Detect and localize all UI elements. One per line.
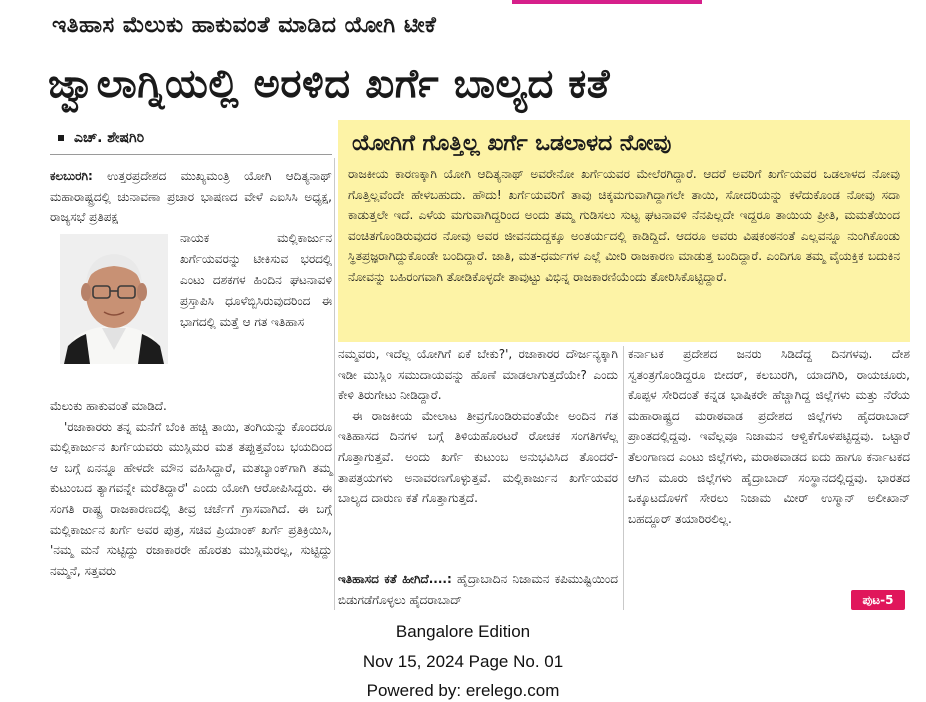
- byline-divider: [50, 154, 332, 155]
- text-beside-photo: ನಾಯಕ ಮಲ್ಲಿಕಾರ್ಜುನ ಖರ್ಗೆಯವರನ್ನು ಟೀಕಿಸುವ ಭರದಲ್ಲಿ ಎಂಟು ದಶಕಗಳ ಹಿಂದಿನ ಘಟನಾವಳಿ ಪ್ರಸ್ತಾಪಿಸಿ ಧೂಳೆಬ್ಬಿಸಿರುವುದರಿಂದ ಈ ಭಾಗದಲ್ಲಿ ಮತ್ತೆ ಆ ಗತ ಇತಿಹಾಸ: [180, 231, 332, 329]
- paragraph: ನಮ್ಮವರು, ಇದೆಲ್ಲ ಯೋಗಿಗೆ ಏಕೆ ಬೇಕು?', ರಜಾಕಾರರ ದೌರ್ಜನ್ಯಕ್ಕಾಗಿ ಇಡೀ ಮುಸ್ಲಿಂ ಸಮುದಾಯವನ್ನು ಹೊಣೆ ಮಾಡಲಾಗುತ್ತದೆಯೇ? ಎಂದು ಕೇಳಿ ತಿರುಗೇಟು ನೀಡಿದ್ದಾರೆ.: [338, 347, 618, 403]
- sidebar-title: ಯೋಗಿಗೆ ಗೊತ್ತಿಲ್ಲ ಖರ್ಗೆ ಒಡಲಾಳದ ನೋವು: [352, 131, 672, 156]
- paragraph: ಮೆಲುಕು ಹಾಕುವಂತೆ ಮಾಡಿದೆ.: [50, 399, 167, 413]
- paragraph: 'ರಜಾಕಾರರು ತನ್ನ ಮನೆಗೆ ಬೆಂಕಿ ಹಚ್ಚಿ ತಾಯಿ, ತಂಗಿಯನ್ನು ಕೊಂದರೂ ಮಲ್ಲಿಕಾರ್ಜುನ ಖರ್ಗೆಯವರು ಮುಸ್ಲಿಮರ ಮತ ತಪ್ಪುತ್ತವೆಂಬ ಭಯದಿಂದ ಆ ಬಗ್ಗೆ ಏನನ್ನೂ ಹೇಳದೇ ಮೌನ ವಹಿಸಿದ್ದಾರೆ, ಮತಬ್ಯಾಂಕ್‌ಗಾಗಿ ತಮ್ಮ ಕುಟುಂಬದ ತ್ಯಾಗವನ್ನೇ ಮರೆತಿದ್ದಾರೆ' ಎಂದು ಯೋಗಿ ಆರೋಪಿಸಿದ್ದರು. ಈ ಸಂಗತಿ ರಾಷ್ಟ್ರ ರಾಜಕಾರಣದಲ್ಲಿ ತೀವ್ರ ಚರ್ಚೆಗೆ ಗ್ರಾಸವಾಗಿದೆ. ಈ ಬಗ್ಗೆ ಮಲ್ಲಿಕಾರ್ಜುನ ಖರ್ಗೆ ಅವರ ಪುತ್ರ, ಸಚಿವ ಪ್ರಿಯಾಂಕ್ ಖರ್ಗೆ ಪ್ರತಿಕ್ರಿಯಿಸಿ, 'ನಮ್ಮ ಮನೆ ಸುಟ್ಟಿದ್ದು ರಜಾಕಾರರೇ ಹೊರತು ಮುಸ್ಲಿಮರಲ್ಲ, ಸುಟ್ಟಿದ್ದು ನಮ್ಮನೆ, ಸತ್ತವರು: [50, 419, 332, 578]
- column-divider: [334, 158, 335, 610]
- article-column-2: [338, 344, 618, 509]
- portrait-illustration: [60, 234, 168, 364]
- footer-edition: Bangalore Edition: [395, 622, 531, 641]
- column-divider: [623, 346, 624, 610]
- history-subsection: [338, 569, 618, 610]
- top-accent-bar: [512, 0, 702, 4]
- kharge-photo: [60, 234, 168, 364]
- sidebar-box: [338, 120, 910, 342]
- subhead-text: ಹೈದ್ರಾಬಾದಿನ ನಿಜಾಮನ ಕಪಿಮುಷ್ಟಿಯಿಂದ ಬಿಡುಗಡೆಗೊಳ್ಳಲು ಹೈದರಾಬಾದ್: [338, 572, 618, 607]
- byline-square-icon: [58, 135, 64, 141]
- byline-author: ಎಚ್. ಶೇಷಗಿರಿ: [74, 130, 145, 146]
- lead-text: ಉತ್ತರಪ್ರದೇಶದ ಮುಖ್ಯಮಂತ್ರಿ ಯೋಗಿ ಆದಿತ್ಯನಾಥ್ ಮಹಾರಾಷ್ಟ್ರದಲ್ಲಿ ಚುನಾವಣಾ ಪ್ರಚಾರ ಭಾಷಣದ ವೇಳೆ ಎಐಸಿಸಿ ಅಧ್ಯಕ್ಷ, ರಾಜ್ಯಸಭೆ ಪ್ರತಿಪಕ್ಷ: [50, 169, 332, 225]
- article-lead: [50, 166, 332, 228]
- paragraph: ಕರ್ನಾಟಕ ಪ್ರದೇಶದ ಜನರು ಸಿಡಿದೆದ್ದ ದಿನಗಳವು. ದೇಶ ಸ್ವತಂತ್ರಗೊಂಡಿದ್ದರೂ ಬೀದರ್, ಕಲಬುರಗಿ, ಯಾದಗಿರಿ, ರಾಯಚೂರು, ಕೊಪ್ಪಳ ಸೇರಿದಂತೆ ಕನ್ನಡ ಭಾಷಿಕರೇ ಹೆಚ್ಚಾಗಿದ್ದ ಜಿಲ್ಲೆಗಳು ಮತ್ತು ನೆರೆಯ ಮಹಾರಾಷ್ಟ್ರದ ಮರಾಠವಾಡ ಪ್ರದೇಶದ ಜಿಲ್ಲೆಗಳು ಹೈದರಾಬಾದ್ ಪ್ರಾಂತದಲ್ಲಿದ್ದವು. ಇವೆಲ್ಲವೂ ನಿಜಾಮನ ಆಳ್ವಿಕೆಗೊಳಪಟ್ಟಿದ್ದವು. ಒಟ್ಟಾರೆ ತೆಲಂಗಾಣದ ಎಂಟು ಜಿಲ್ಲೆಗಳು, ಮರಾಠವಾಡದ ಐದು ಹಾಗೂ ಕರ್ನಾಟಕದ ಆಗಿನ ಮೂರು ಜಿಲ್ಲೆಗಳು ಹೈದ್ರಾಬಾದ್ ಸಂಸ್ಥಾನದಲ್ಲಿದ್ದವು. ಭಾರತದ ಒಕ್ಕೂಟದೊಳಗೆ ಸೇರಲು ನಿಜಾಮ ಮೀರ್ ಉಸ್ಮಾನ್ ಅಲೀಖಾನ್ ಬಹದ್ದೂರ್ ತಯಾರಿರಲಿಲ್ಲ.: [628, 347, 910, 526]
- paragraph: ಈ ರಾಜಕೀಯ ಮೇಲಾಟ ತೀವ್ರಗೊಂಡಿರುವಂತೆಯೇ ಅಂದಿನ ಗತ ಇತಿಹಾಸದ ದಿನಗಳ ಬಗ್ಗೆ ತಿಳಿಯಹೊರಟರೆ ರೋಚಕ ಸಂಗತಿಗಳೆಲ್ಲ ಗೊತ್ತಾಗುತ್ತವೆ. ಅಂದು ಖರ್ಗೆ ಕುಟುಂಬ ಅನುಭವಿಸಿದ ತೊಂದರೆ-ತಾಪತ್ರಯಗಳು ಅನಾವರಣಗೊಳ್ಳುತ್ತವೆ. ಮಲ್ಲಿಕಾರ್ಜುನ ಖರ್ಗೆಯವರ ಬಾಲ್ಯದ ದಾರುಣ ಕತೆ ಗೊತ್ತಾಗುತ್ತದೆ.: [338, 408, 618, 506]
- continued-page-tag: ಪುಟ-5: [851, 590, 905, 610]
- kicker-headline: ಇತಿಹಾಸ ಮೆಲುಕು ಹಾಕುವಂತೆ ಮಾಡಿದ ಯೋಗಿ ಟೀಕೆ: [52, 13, 437, 38]
- sidebar-body: ರಾಜಕೀಯ ಕಾರಣಕ್ಕಾಗಿ ಯೋಗಿ ಆದಿತ್ಯನಾಥ್ ಅವರೇನೋ ಖರ್ಗೆಯವರ ಮೇಲೆರಗಿದ್ದಾರೆ. ಆದರೆ ಅವರಿಗೆ ಖರ್ಗೆಯವರ ಒಡಲಾಳದ ನೋವು ಗೊತ್ತಿಲ್ಲವೆಂದೇ ಹೇಳಬಹುದು. ಹೌದು! ಖರ್ಗೆಯವರಿಗೆ ತಾವು ಚಿಕ್ಕಮಗುವಾಗಿದ್ದಾಗಲೇ ತಾಯಿ, ಸೋದರಿಯನ್ನು ಕಳೆದುಕೊಂಡ ನೋವು ಸದಾ ಕಾಡುತ್ತಲೇ ಇದೆ. ಎಳೆಯ ಮಗುವಾಗಿದ್ದರಿಂದ ಅಂದು ತಮ್ಮ ಗುಡಿಸಲು ಸುಟ್ಟ ಘಟನಾವಳಿ ನೆನಪಿಲ್ಲದೇ ಇದ್ದರೂ ತಾಯಿಯ ಪ್ರೀತಿ, ಮಮತೆಯಿಂದ ವಂಚಿತಗೊಂಡಿರುವುದರ ನೋವು ಅವರ ಜೀವನದುದ್ದಕ್ಕೂ ಅಂತರ್ಯದಲ್ಲಿ ಕಾಡಿದ್ದಿದೆ. ಆದರೂ ಅವರು ವಿಷಕಂಠನಂತೆ ಎಲ್ಲವನ್ನೂ ನುಂಗಿಕೊಂಡು ಸ್ಥಿತಪ್ರಜ್ಞರಾಗಿದ್ದುಕೊಂಡೇ ಬಂದಿದ್ದಾರೆ. ಜಾತಿ, ಮತ-ಧರ್ಮಗಳ ಎಲ್ಲೆ ಮೀರಿ ರಾಜಕಾರಣ ಮಾಡುತ್ತ ಬಂದಿದ್ದಾರೆ. ಎಂದಿಗೂ ತಮ್ಮ ವೈಯಕ್ತಿಕ ಬದುಕಿನ ನೋವನ್ನು ಬಹಿರಂಗವಾಗಿ ತೋಡಿಕೊಳ್ಳದೇ ತಾವುಟ್ಟು ವಿಭಿನ್ನ ರಾಜಕಾರಣಿಯೆಂದು ತೋರಿಸಿಕೊಟ್ಟಿದ್ದಾರೆ.: [348, 167, 900, 284]
- dateline: ಕಲಬುರಗಿ:: [50, 169, 93, 183]
- byline: [58, 127, 144, 149]
- main-headline: ಜ್ವಾಲಾಗ್ನಿಯಲ್ಲಿ ಅರಳಿದ ಖರ್ಗೆ ಬಾಲ್ಯದ ಕತೆ: [48, 61, 611, 107]
- article-column-1: [50, 396, 332, 581]
- subhead-history: ಇತಿಹಾಸದ ಕತೆ ಹೀಗಿದೆ....:: [338, 572, 452, 586]
- footer-powered-by[interactable]: Powered by: erelego.com: [366, 681, 560, 700]
- article-column-3: [628, 344, 910, 529]
- footer-date-page: Nov 15, 2024 Page No. 01: [362, 652, 564, 671]
- portrait-block: [50, 228, 332, 378]
